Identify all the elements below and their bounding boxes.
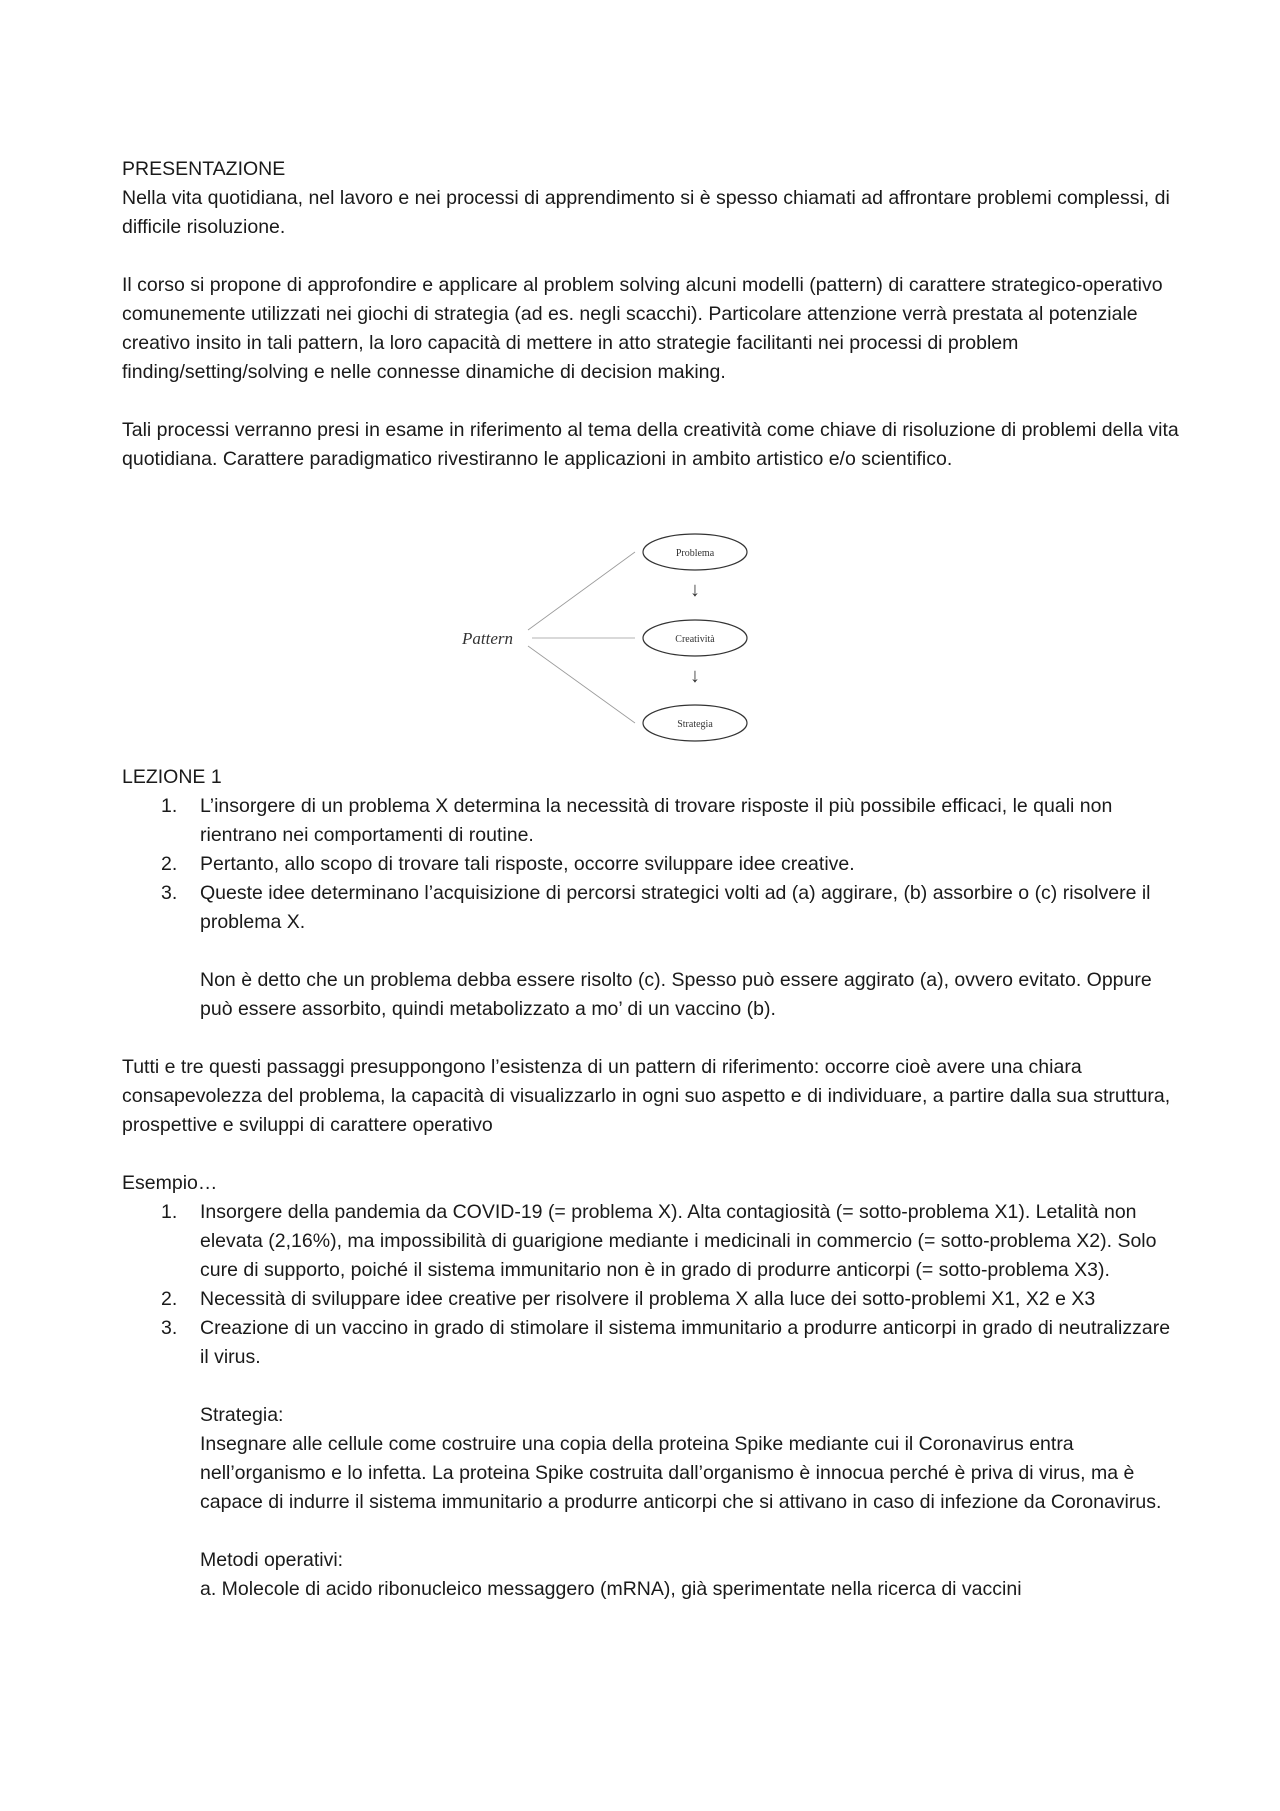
esempio-list — [122, 1198, 1182, 1372]
list-item-number: 3. — [161, 1317, 178, 1339]
presentazione-paragraph-1: Nella vita quotidiana, nel lavoro e nei processi di apprendimento si è spesso chiamati ad affrontare problemi complessi, di difficile risoluzione. — [122, 187, 1170, 238]
list-item — [122, 1285, 1182, 1314]
list-item-number: 2. — [161, 1288, 178, 1310]
node-creativita-label: Creatività — [675, 634, 715, 645]
list-item-text: Insorgere della pandemia da COVID-19 (= problema X). Alta contagiosità (= sotto-problema X1). Letalità non elevata (2,16%), ma impossibilità di guarigione mediante i medicinali in commercio (= sotto-problema X2). Solo cure di supporto, poiché il sistema immunitario non è in grado di produrre anticorpi (= sotto-problema X3). — [200, 1201, 1157, 1281]
metodi-label: Metodi operativi: — [200, 1549, 344, 1571]
list-item — [122, 1198, 1182, 1285]
diagram-pattern-label: Pattern — [462, 629, 513, 648]
list-item-number: 1. — [161, 795, 178, 817]
node-problema-label: Problema — [675, 548, 715, 559]
presentazione-section — [122, 155, 1182, 474]
presentazione-heading: PRESENTAZIONE — [122, 158, 286, 180]
lezione1-paragraph: Tutti e tre questi passaggi presuppongono l’esistenza di un pattern di riferimento: occorre cioè avere una chiara consapevolezza del problema, la capacità di visualizzarlo in ogni suo aspetto e di individuare, a partire dalla sua struttura, prospettive e sviluppi di carattere operativo — [122, 1056, 1171, 1136]
list-item-number: 2. — [161, 853, 178, 875]
list-item-text: Queste idee determinano l’acquisizione di percorsi strategici volti ad (a) aggirare, (b) assorbire o (c) risolvere il problema X. — [200, 882, 1151, 933]
connector-line-problema — [528, 552, 635, 630]
list-item — [122, 1314, 1182, 1372]
arrow-down-icon: ↓ — [690, 665, 700, 687]
lezione1-note: Non è detto che un problema debba essere risolto (c). Spesso può essere aggirato (a), ovvero evitato. Oppure può essere assorbito, quindi metabolizzato a mo’ di un vaccino (b). — [200, 969, 1152, 1020]
list-item — [122, 792, 1182, 850]
list-item-number: 3. — [161, 882, 178, 904]
connector-line-strategia — [528, 646, 635, 723]
lezione1-section — [122, 763, 1182, 1604]
metodi-item-a: a. Molecole di acido ribonucleico messaggero (mRNA), già sperimentate nella ricerca di vaccini — [200, 1578, 1022, 1600]
list-item — [122, 850, 1182, 879]
node-strategia-label: Strategia — [677, 719, 713, 730]
presentazione-paragraph-2: Il corso si propone di approfondire e applicare al problem solving alcuni modelli (pattern) di carattere strategico-operativo comunemente utilizzati nei giochi di strategia (ad es. negli scacchi). Particolare attenzione verrà prestata al potenziale creativo insito in tali pattern, la loro capacità di mettere in atto strategie facilitanti nei processi di problem finding/setting/solving e nelle connesse dinamiche di decision making. — [122, 274, 1163, 383]
strategia-label: Strategia: — [200, 1404, 284, 1426]
lezione1-heading: LEZIONE 1 — [122, 766, 222, 788]
presentazione-paragraph-3: Tali processi verranno presi in esame in riferimento al tema della creatività come chiave di risoluzione di problemi della vita quotidiana. Carattere paradigmatico rivestiranno le applicazioni in ambito artistico e/o scientifico. — [122, 419, 1179, 470]
list-item-text: Creazione di un vaccino in grado di stimolare il sistema immunitario a produrre anticorpi in grado di neutralizzare il virus. — [200, 1317, 1171, 1368]
list-item — [122, 879, 1182, 937]
list-item-text: Pertanto, allo scopo di trovare tali risposte, occorre sviluppare idee creative. — [200, 853, 855, 875]
esempio-heading: Esempio… — [122, 1172, 218, 1194]
list-item-number: 1. — [161, 1201, 178, 1223]
strategia-text: Insegnare alle cellule come costruire una copia della proteina Spike mediante cui il Coronavirus entra nell’organismo e lo infetta. La proteina Spike costruita dall’organismo è innocua perché è priva di virus, ma è capace di indurre il sistema immunitario a produrre anticorpi che si attivano in caso di infezione da Coronavirus. — [200, 1433, 1162, 1513]
pattern-diagram — [450, 530, 780, 745]
list-item-text: L’insorgere di un problema X determina la necessità di trovare risposte il più possibile efficaci, le quali non rientrano nei comportamenti di routine. — [200, 795, 1113, 846]
lezione1-list — [122, 792, 1182, 937]
arrow-down-icon: ↓ — [690, 579, 700, 601]
list-item-text: Necessità di sviluppare idee creative per risolvere il problema X alla luce dei sotto-problemi X1, X2 e X3 — [200, 1288, 1096, 1310]
